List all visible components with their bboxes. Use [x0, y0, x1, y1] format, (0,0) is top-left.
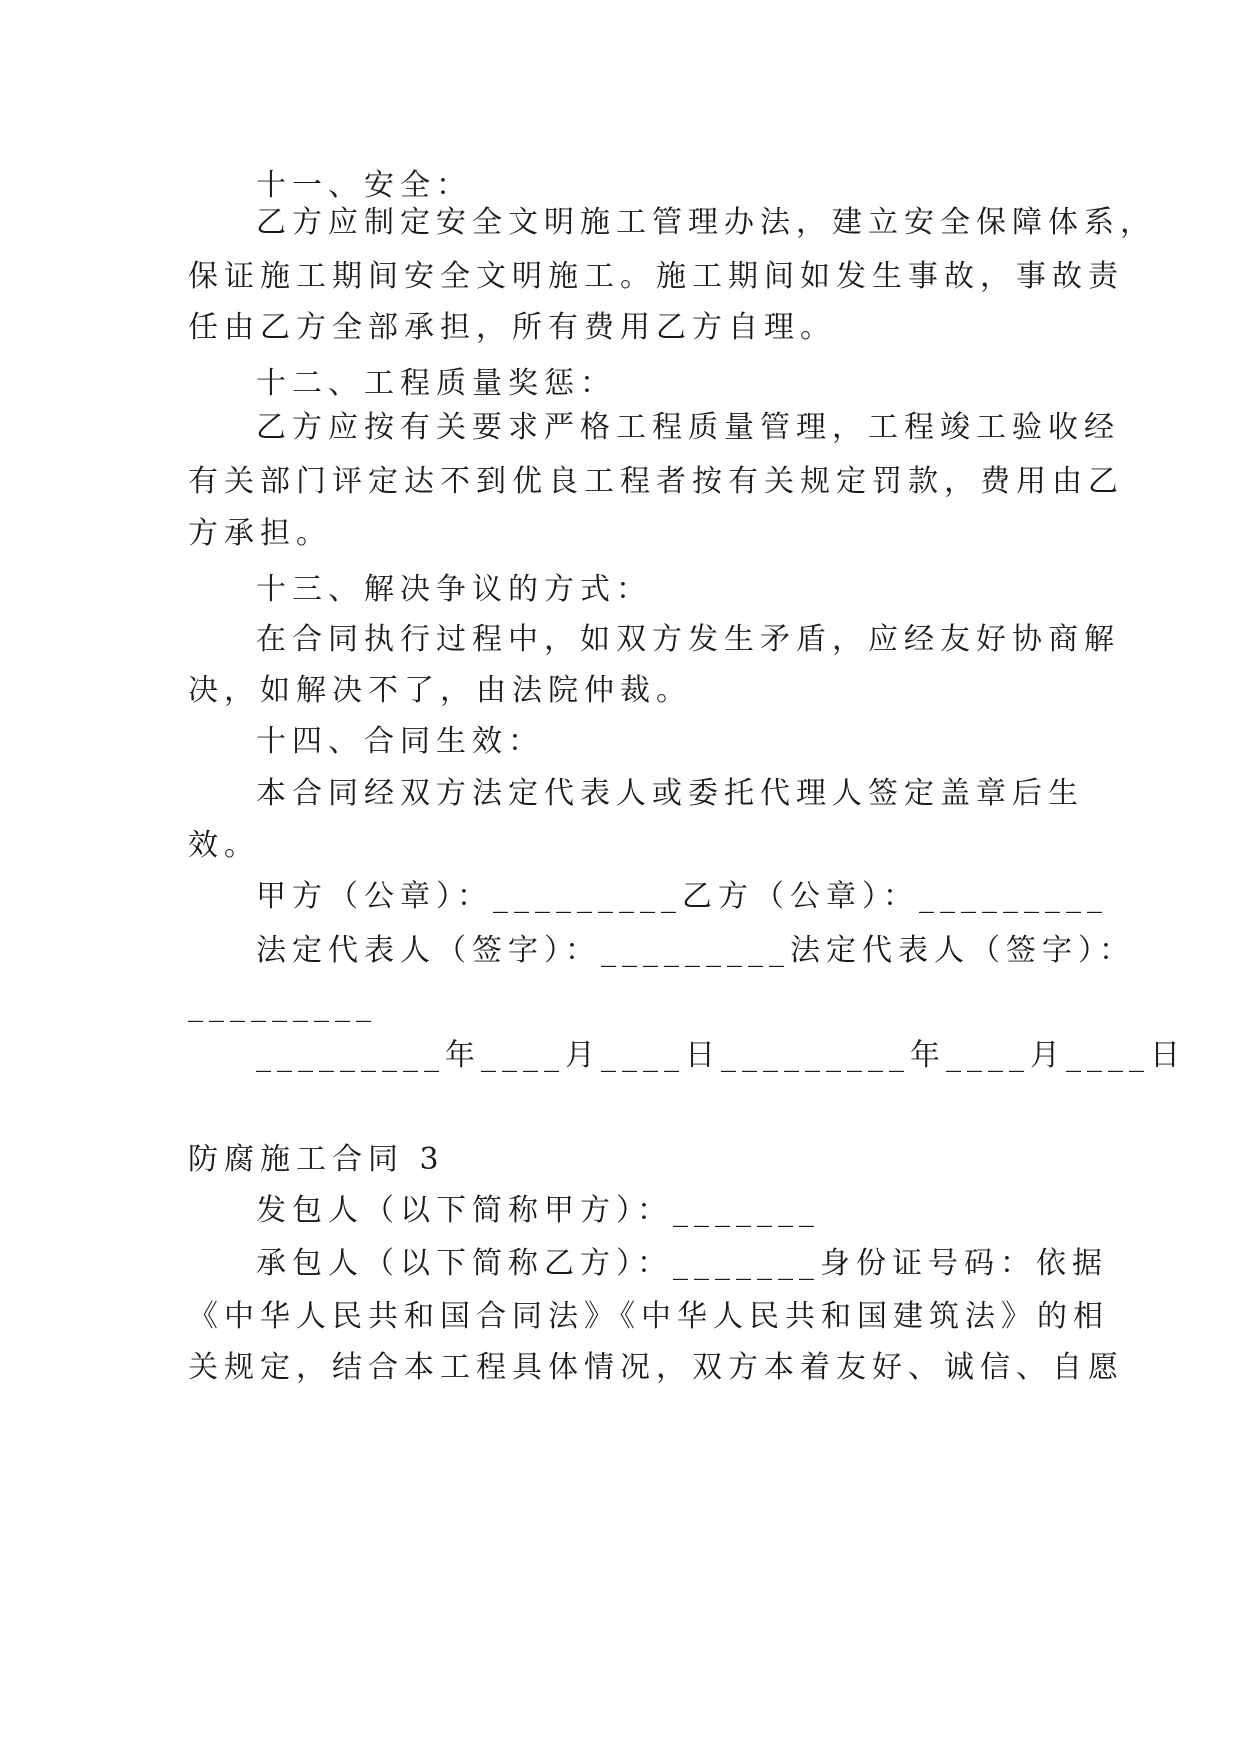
clause-12-text: 乙方应按有关要求严格工程质量管理，工程竣工验收经	[256, 410, 1120, 445]
clause-11-heading: 十一、安全：	[256, 168, 472, 203]
clause-11-text: 乙方应制定安全文明施工管理办法，建立安全保障体系，	[256, 205, 1156, 240]
signature-seal-line: 甲方（公章）：_________乙方（公章）：_________	[256, 879, 1108, 914]
contractor-line: 承包人（以下简称乙方）：_______身份证号码：依据	[256, 1246, 1108, 1281]
date-line: _________年____月____日_________年____月____日	[256, 1038, 1186, 1073]
clause-13-text: 决，如解决不了，由法院仲裁。	[188, 673, 692, 708]
clause-13-text: 在合同执行过程中，如双方发生矛盾，应经友好协商解	[256, 622, 1120, 657]
clause-13-heading: 十三、解决争议的方式：	[256, 572, 652, 607]
clause-11-text: 任由乙方全部承担，所有费用乙方自理。	[188, 310, 836, 345]
clause-12-text: 有关部门评定达不到优良工程者按有关规定罚款，费用由乙	[188, 464, 1124, 499]
legal-basis-text: 《中华人民共和国合同法》《中华人民共和国建筑法》的相	[188, 1299, 1109, 1334]
employer-line: 发包人（以下简称甲方）：_______	[256, 1193, 820, 1228]
signature-blank: _________	[188, 988, 377, 1023]
clause-12-text: 方承担。	[188, 516, 332, 551]
clause-12-heading: 十二、工程质量奖惩：	[256, 366, 616, 401]
clause-14-text: 效。	[188, 828, 260, 863]
signature-representative-line: 法定代表人（签字）：_________法定代表人（签字）：	[256, 933, 1135, 968]
clause-14-text: 本合同经双方法定代表人或委托代理人签定盖章后生	[256, 776, 1084, 811]
clause-14-heading: 十四、合同生效：	[256, 724, 544, 759]
contract-3-title: 防腐施工合同 3	[188, 1142, 445, 1177]
legal-basis-text: 关规定，结合本工程具体情况，双方本着友好、诚信、自愿	[188, 1350, 1124, 1385]
clause-11-text: 保证施工期间安全文明施工。施工期间如发生事故，事故责	[188, 259, 1124, 294]
